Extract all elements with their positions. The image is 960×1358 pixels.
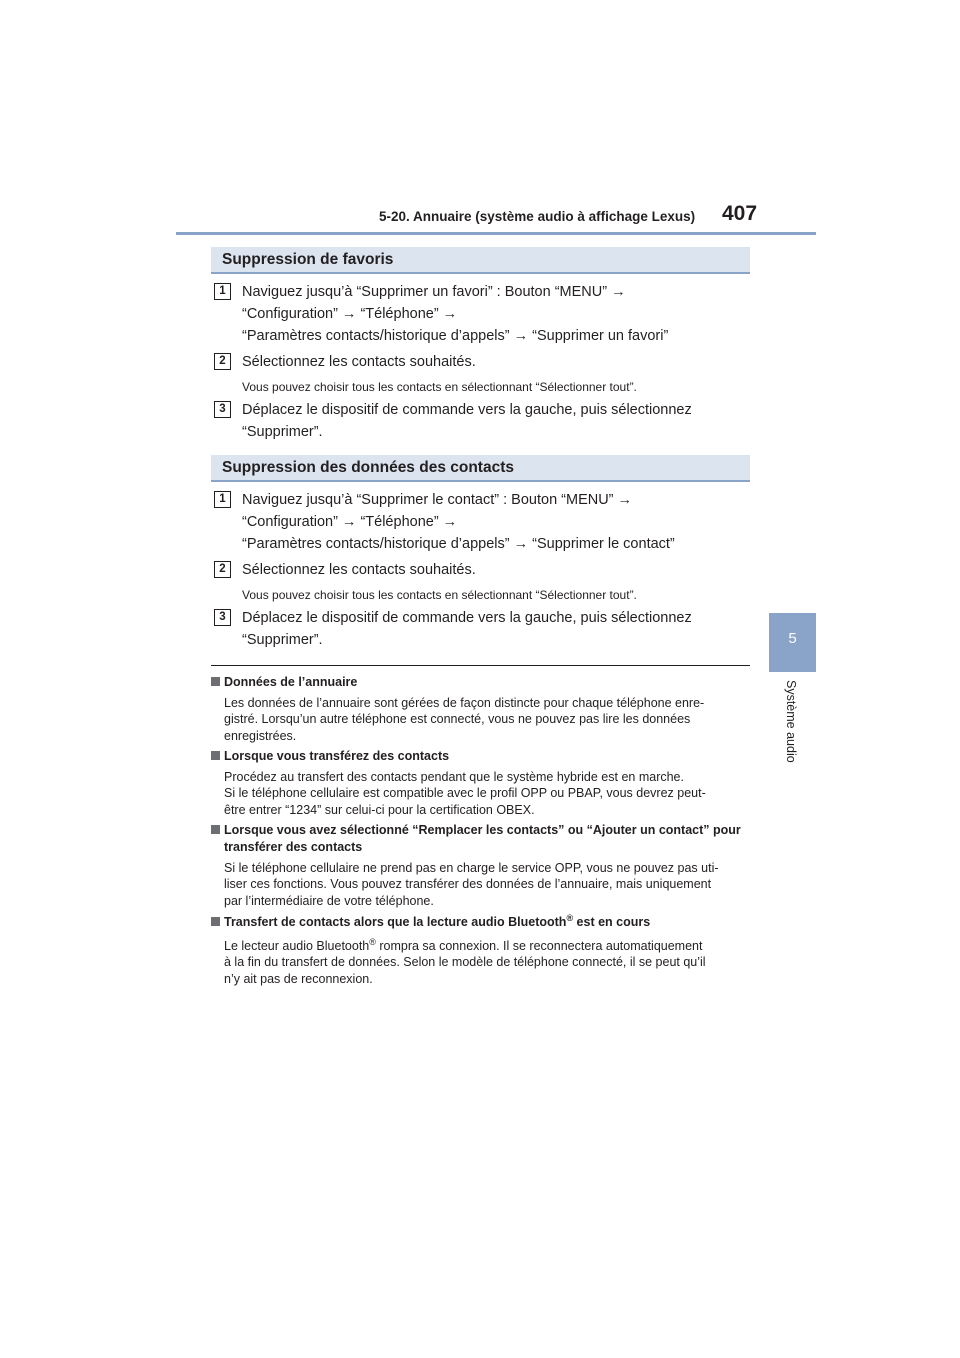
step-line: “Supprimer”. xyxy=(242,424,323,440)
step-note: Vous pouvez choisir tous les contacts en sélectionnant “Sélectionner tout”. xyxy=(242,588,637,602)
note-line: être entrer “1234” sur celui-ci pour la certification OBEX. xyxy=(224,802,535,817)
step-line: Naviguez jusqu’à “Supprimer un favori” : Bouton “MENU” → xyxy=(242,284,626,300)
step-line: Déplacez le dispositif de commande vers la gauche, puis sélectionnez xyxy=(242,610,692,626)
note-heading: Transfert de contacts alors que la lecture audio Bluetooth® est en cours xyxy=(211,913,650,929)
step-text xyxy=(242,399,746,443)
note-line: Procédez au transfert des contacts pendant que le système hybride est en marche. xyxy=(224,770,684,784)
chapter-tab-label: Système audio xyxy=(784,680,798,763)
notes-divider xyxy=(211,665,750,666)
square-bullet-icon xyxy=(211,751,220,760)
registered-mark: ® xyxy=(566,913,574,923)
step-text xyxy=(242,351,746,373)
step-line: “Paramètres contacts/historique d’appels” → “Supprimer un favori” xyxy=(242,328,669,344)
note-line: Si le téléphone cellulaire ne prend pas en charge le service OPP, vous ne pouvez pas uti- xyxy=(224,861,719,875)
section-heading-delete-favorites xyxy=(211,247,750,274)
note-body xyxy=(224,695,746,744)
step-line: Sélectionnez les contacts souhaités. xyxy=(242,354,476,370)
step-number: 1 xyxy=(214,283,231,300)
note-line: Les données de l’annuaire sont gérées de façon distincte pour chaque téléphone enre- xyxy=(224,696,705,710)
note-line: par l’intermédiaire de votre téléphone. xyxy=(224,893,434,908)
note-line: n’y ait pas de reconnexion. xyxy=(224,971,373,986)
note-heading: Lorsque vous avez sélectionné “Remplacer les contacts” ou “Ajouter un contact” pour transférer des contacts xyxy=(211,823,741,837)
step-text xyxy=(242,559,746,581)
step-line: Naviguez jusqu’à “Supprimer le contact” : Bouton “MENU” → xyxy=(242,492,633,508)
step-line: “Supprimer”. xyxy=(242,632,323,648)
step-line: Sélectionnez les contacts souhaités. xyxy=(242,562,476,578)
step-number: 2 xyxy=(214,353,231,370)
header-rule xyxy=(176,232,816,235)
registered-mark: ® xyxy=(369,937,376,947)
step-line: “Configuration” → “Téléphone” → xyxy=(242,306,458,322)
step-number: 3 xyxy=(214,609,231,626)
step-line: “Configuration” → “Téléphone” → xyxy=(242,514,458,530)
running-header-title: 5-20. Annuaire (système audio à affichage Lexus) xyxy=(379,209,696,224)
square-bullet-icon xyxy=(211,677,220,686)
section-heading-delete-contacts xyxy=(211,455,750,482)
note-line: Si le téléphone cellulaire est compatible avec le profil OPP ou PBAP, vous devrez peut- xyxy=(224,786,706,801)
note-line: liser ces fonctions. Vous pouvez transférer des données de l’annuaire, mais uniquement xyxy=(224,877,712,892)
note-body xyxy=(224,934,746,987)
note-line: à la fin du transfert de données. Selon le modèle de téléphone connecté, il se peut qu’il xyxy=(224,955,706,970)
note-line: gistré. Lorsqu’un autre téléphone est connecté, vous ne pouvez pas lire les données xyxy=(224,712,691,727)
page-number: 407 xyxy=(722,202,758,225)
section-heading-text: Suppression des données des contacts xyxy=(222,459,514,476)
chapter-tab-number: 5 xyxy=(788,630,797,647)
square-bullet-icon xyxy=(211,825,220,834)
step-number: 3 xyxy=(214,401,231,418)
note-heading: Données de l’annuaire xyxy=(211,675,357,689)
step-text xyxy=(242,607,746,651)
note-line: Le lecteur audio Bluetooth® rompra sa connexion. Il se reconnectera automatiquement xyxy=(224,937,703,954)
note-body xyxy=(224,769,746,818)
step-text xyxy=(242,489,746,555)
step-line: “Paramètres contacts/historique d’appels” → “Supprimer le contact” xyxy=(242,536,675,552)
section-heading-text: Suppression de favoris xyxy=(222,251,394,268)
step-note: Vous pouvez choisir tous les contacts en sélectionnant “Sélectionner tout”. xyxy=(242,380,637,394)
note-body xyxy=(224,860,746,909)
square-bullet-icon xyxy=(211,917,220,926)
step-text xyxy=(242,281,746,347)
step-line: Déplacez le dispositif de commande vers la gauche, puis sélectionnez xyxy=(242,402,692,418)
step-number: 2 xyxy=(214,561,231,578)
note-line: enregistrées. xyxy=(224,728,297,743)
step-number: 1 xyxy=(214,491,231,508)
note-heading: Lorsque vous transférez des contacts xyxy=(211,749,449,763)
